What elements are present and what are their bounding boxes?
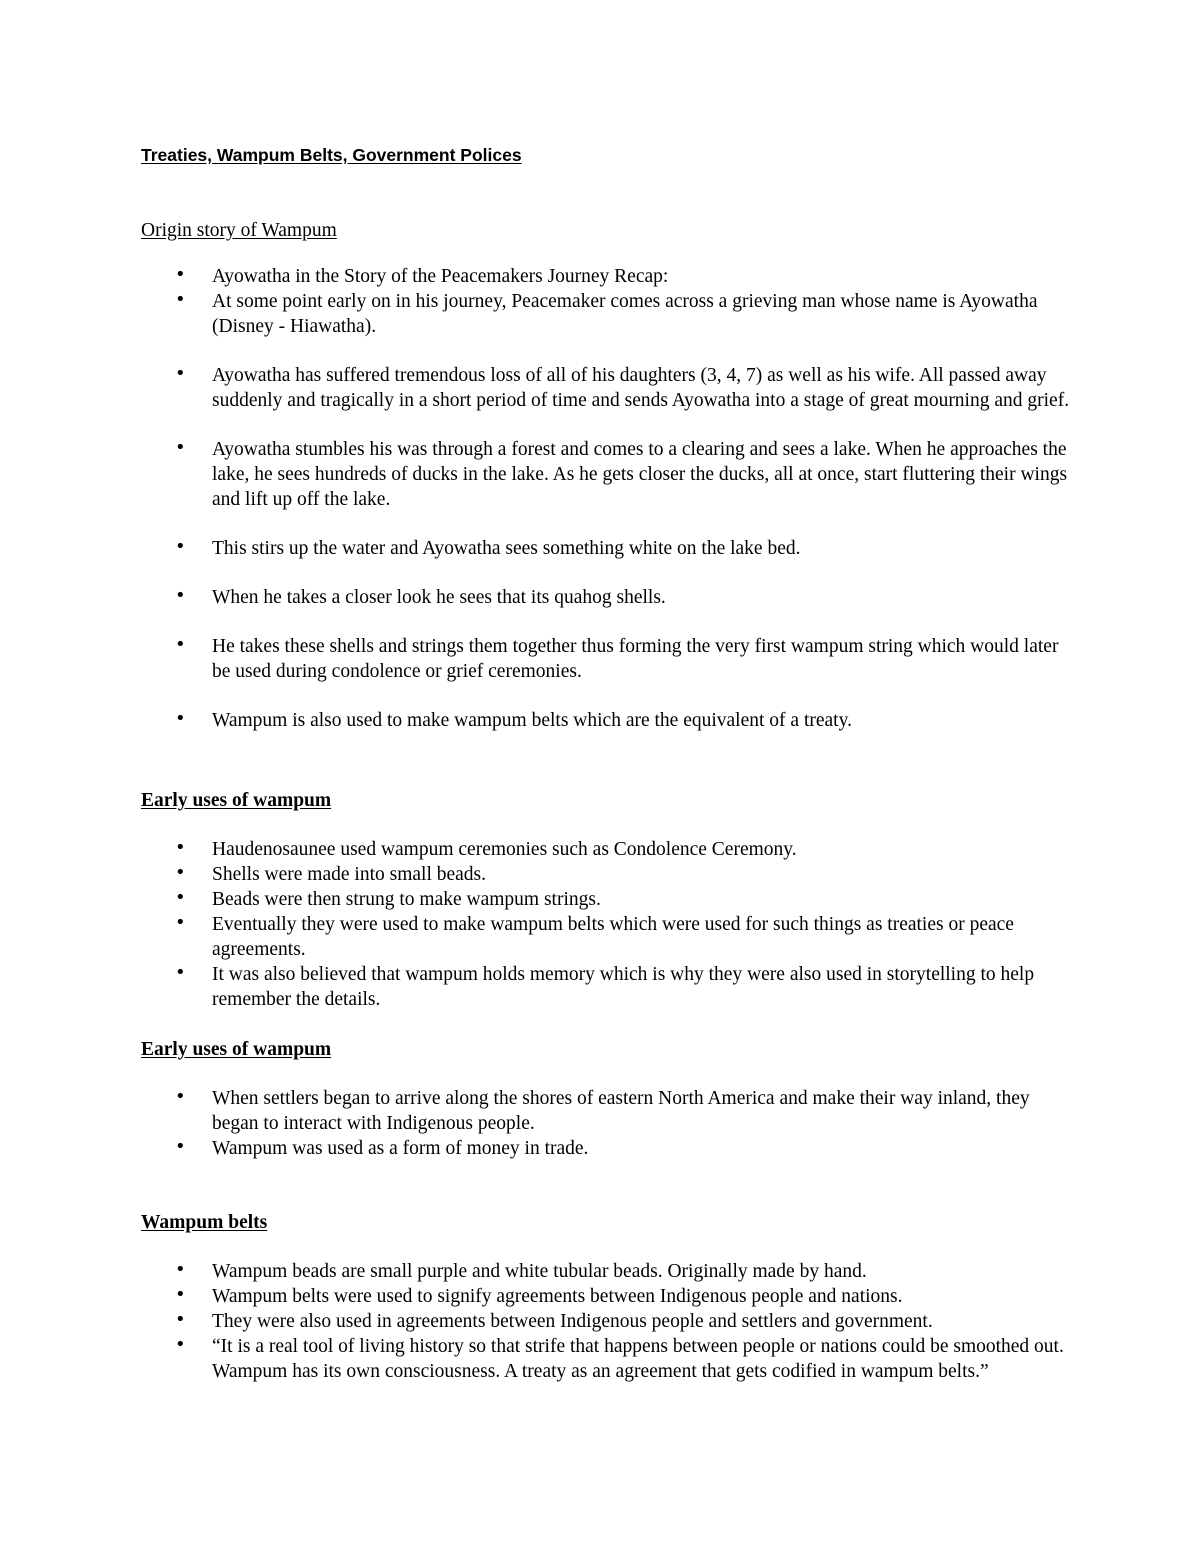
bullet-icon: • [175, 289, 186, 310]
list-item: • This stirs up the water and Ayowatha sees something white on the lake bed. [175, 536, 801, 559]
list-item: • “It is a real tool of living history so that strife that happens between people or nations could be smoothed out. Wampum has its own consciousness. A treaty as an agreement that gets codified in wampum belts.” [175, 1334, 1064, 1382]
list-item: • He takes these shells and strings them together thus forming the very first wampum string which would later be used during condolence or grief ceremonies. [175, 634, 1059, 682]
bullet-icon: • [175, 837, 186, 858]
bullet-icon: • [175, 1309, 186, 1330]
bullet-icon: • [175, 1284, 186, 1305]
bullet-icon: • [175, 1136, 186, 1157]
bullet-icon: • [175, 437, 186, 458]
section-early-uses-settlers [141, 1037, 1081, 1161]
bullet-list [141, 1259, 1081, 1384]
section-heading: Origin story of Wampum [141, 220, 337, 241]
list-item: • Wampum beads are small purple and white tubular beads. Originally made by hand. [175, 1259, 867, 1282]
bullet-list [141, 837, 1081, 1012]
list-item: • Ayowatha has suffered tremendous loss of all of his daughters (3, 4, 7) as well as his wife. All passed away suddenly and tragically in a short period of time and sends Ayowatha into a stage of great mourning and grief. [175, 363, 1070, 411]
bullet-icon: • [175, 634, 186, 655]
bullet-icon: • [175, 1334, 186, 1355]
section-heading: Early uses of wampum [141, 790, 332, 811]
bullet-icon: • [175, 264, 186, 285]
list-item: • Ayowatha stumbles his was through a forest and comes to a clearing and sees a lake. When he approaches the lake, he sees hundreds of ducks in the lake. As he gets closer the ducks, all at once, start fluttering their wings and lift up off the lake. [175, 437, 1068, 510]
list-item: • Wampum belts were used to signify agreements between Indigenous people and nations. [175, 1284, 903, 1307]
list-item: • It was also believed that wampum holds memory which is why they were also used in storytelling to help remember the details. [175, 962, 1035, 1010]
section-heading: Wampum belts [141, 1212, 268, 1233]
bullet-icon: • [175, 363, 186, 384]
list-item: • Shells were made into small beads. [175, 862, 487, 885]
document-title: Treaties, Wampum Belts, Government Polices [141, 145, 522, 165]
bullet-icon: • [175, 536, 186, 557]
bullet-list [141, 264, 1081, 733]
list-item: • At some point early on in his journey, Peacemaker comes across a grieving man whose name is Ayowatha (Disney - Hiawatha). [175, 289, 1038, 337]
list-item: • When he takes a closer look he sees that its quahog shells. [175, 585, 666, 608]
list-item: • Wampum was used as a form of money in trade. [175, 1136, 589, 1159]
bullet-list [141, 1086, 1081, 1161]
list-item: • Eventually they were used to make wampum belts which were used for such things as treaties or peace agreements. [175, 912, 1014, 960]
section-wampum-belts [141, 1210, 1081, 1384]
bullet-icon: • [175, 1086, 186, 1107]
list-item: • Haudenosaunee used wampum ceremonies such as Condolence Ceremony. [175, 837, 797, 860]
bullet-icon: • [175, 912, 186, 933]
bullet-icon: • [175, 862, 186, 883]
list-item: • Ayowatha in the Story of the Peacemakers Journey Recap: [175, 264, 669, 287]
bullet-icon: • [175, 708, 186, 729]
list-item: • Beads were then strung to make wampum strings. [175, 887, 601, 910]
list-item: • Wampum is also used to make wampum belts which are the equivalent of a treaty. [175, 708, 852, 731]
bullet-icon: • [175, 585, 186, 606]
list-item: • They were also used in agreements between Indigenous people and settlers and government. [175, 1309, 933, 1332]
section-origin-story [141, 218, 1081, 733]
section-heading: Early uses of wampum [141, 1039, 332, 1060]
bullet-icon: • [175, 962, 186, 983]
bullet-icon: • [175, 1259, 186, 1280]
section-early-uses [141, 788, 1081, 1012]
bullet-icon: • [175, 887, 186, 908]
list-item: • When settlers began to arrive along the shores of eastern North America and make their way inland, they began to interact with Indigenous people. [175, 1086, 1030, 1134]
